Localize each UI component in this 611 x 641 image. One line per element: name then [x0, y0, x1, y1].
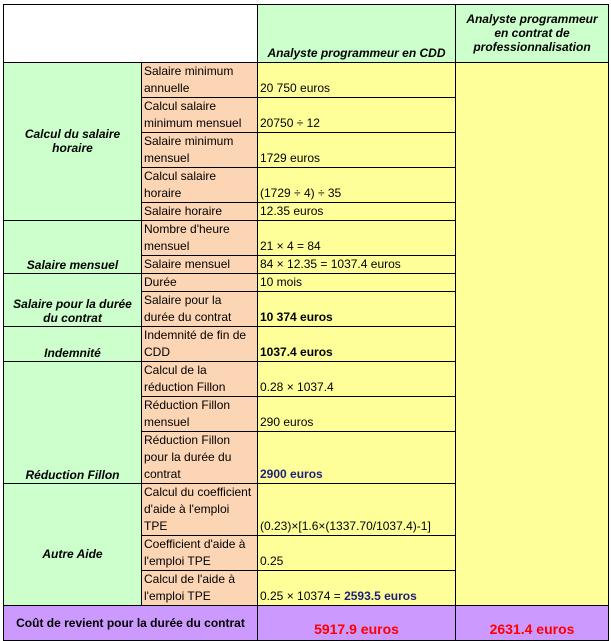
total-label: Coût de revient pour la durée du contrat: [4, 606, 258, 641]
row-value: 12.35 euros: [258, 203, 456, 221]
table-row: [4, 63, 609, 98]
row-value-bold: 2593.5 euros: [344, 589, 417, 603]
category-salaire-mensuel: Salaire mensuel: [4, 221, 142, 274]
row-value: 0.25: [258, 536, 456, 571]
header-empty-cell: [4, 5, 258, 63]
total-cdd: 5917.9 euros: [258, 606, 456, 641]
category-indemnite: Indemnité: [4, 327, 142, 362]
row-label: Réduction Fillon mensuel: [142, 397, 258, 432]
row-label: Calcul de la réduction Fillon: [142, 362, 258, 397]
row-value: 2900 euros: [258, 432, 456, 484]
row-label: Calcul salaire minimum mensuel: [142, 98, 258, 133]
row-value: 1729 euros: [258, 133, 456, 168]
category-salaire-horaire: Calcul du salaire horaire: [4, 63, 142, 221]
row-label: Salaire horaire: [142, 203, 258, 221]
row-value: 1037.4 euros: [258, 327, 456, 362]
row-label: Salaire mensuel: [142, 256, 258, 274]
cost-table: [3, 4, 609, 641]
pro-column-body: [456, 63, 609, 606]
row-label: Indemnité de fin de CDD: [142, 327, 258, 362]
row-value: (0.23)×[1.6×(1337.70/1037.4)-1]: [258, 484, 456, 536]
category-salaire-duree: Salaire pour la durée du contrat: [4, 274, 142, 327]
row-value: 0.28 × 1037.4: [258, 362, 456, 397]
row-label: Calcul du coefficient d'aide à l'emploi TPE: [142, 484, 258, 536]
row-label: Salaire pour la durée du contrat: [142, 292, 258, 327]
row-value: 84 × 12.35 = 1037.4 euros: [258, 256, 456, 274]
row-label: Calcul salaire horaire: [142, 168, 258, 203]
row-value: 10 mois: [258, 274, 456, 292]
row-value: 290 euros: [258, 397, 456, 432]
header-row: [4, 5, 609, 63]
row-value: 21 × 4 = 84: [258, 221, 456, 256]
row-label: Durée: [142, 274, 258, 292]
total-pro: 2631.4 euros: [456, 606, 609, 641]
row-value: 10 374 euros: [258, 292, 456, 327]
row-label: Réduction Fillon pour la durée du contrat: [142, 432, 258, 484]
row-label: Calcul de l'aide à l'emploi TPE: [142, 571, 258, 606]
header-pro: Analyste programmeur en contrat de professionnalisation: [456, 5, 609, 63]
row-label: Nombre d'heure mensuel: [142, 221, 258, 256]
row-value: [258, 571, 456, 606]
row-value: 20750 ÷ 12: [258, 98, 456, 133]
row-value: (1729 ÷ 4) ÷ 35: [258, 168, 456, 203]
row-label: Salaire minimum mensuel: [142, 133, 258, 168]
row-label: Coefficient d'aide à l'emploi TPE: [142, 536, 258, 571]
row-value: 20 750 euros: [258, 63, 456, 98]
total-row: [4, 606, 609, 641]
category-autre-aide: Autre Aide: [4, 484, 142, 606]
row-label: Salaire minimum annuelle: [142, 63, 258, 98]
header-cdd: Analyste programmeur en CDD: [258, 5, 456, 63]
row-value-prefix: 0.25 × 10374 =: [260, 589, 345, 603]
category-reduction-fillon: Réduction Fillon: [4, 362, 142, 484]
